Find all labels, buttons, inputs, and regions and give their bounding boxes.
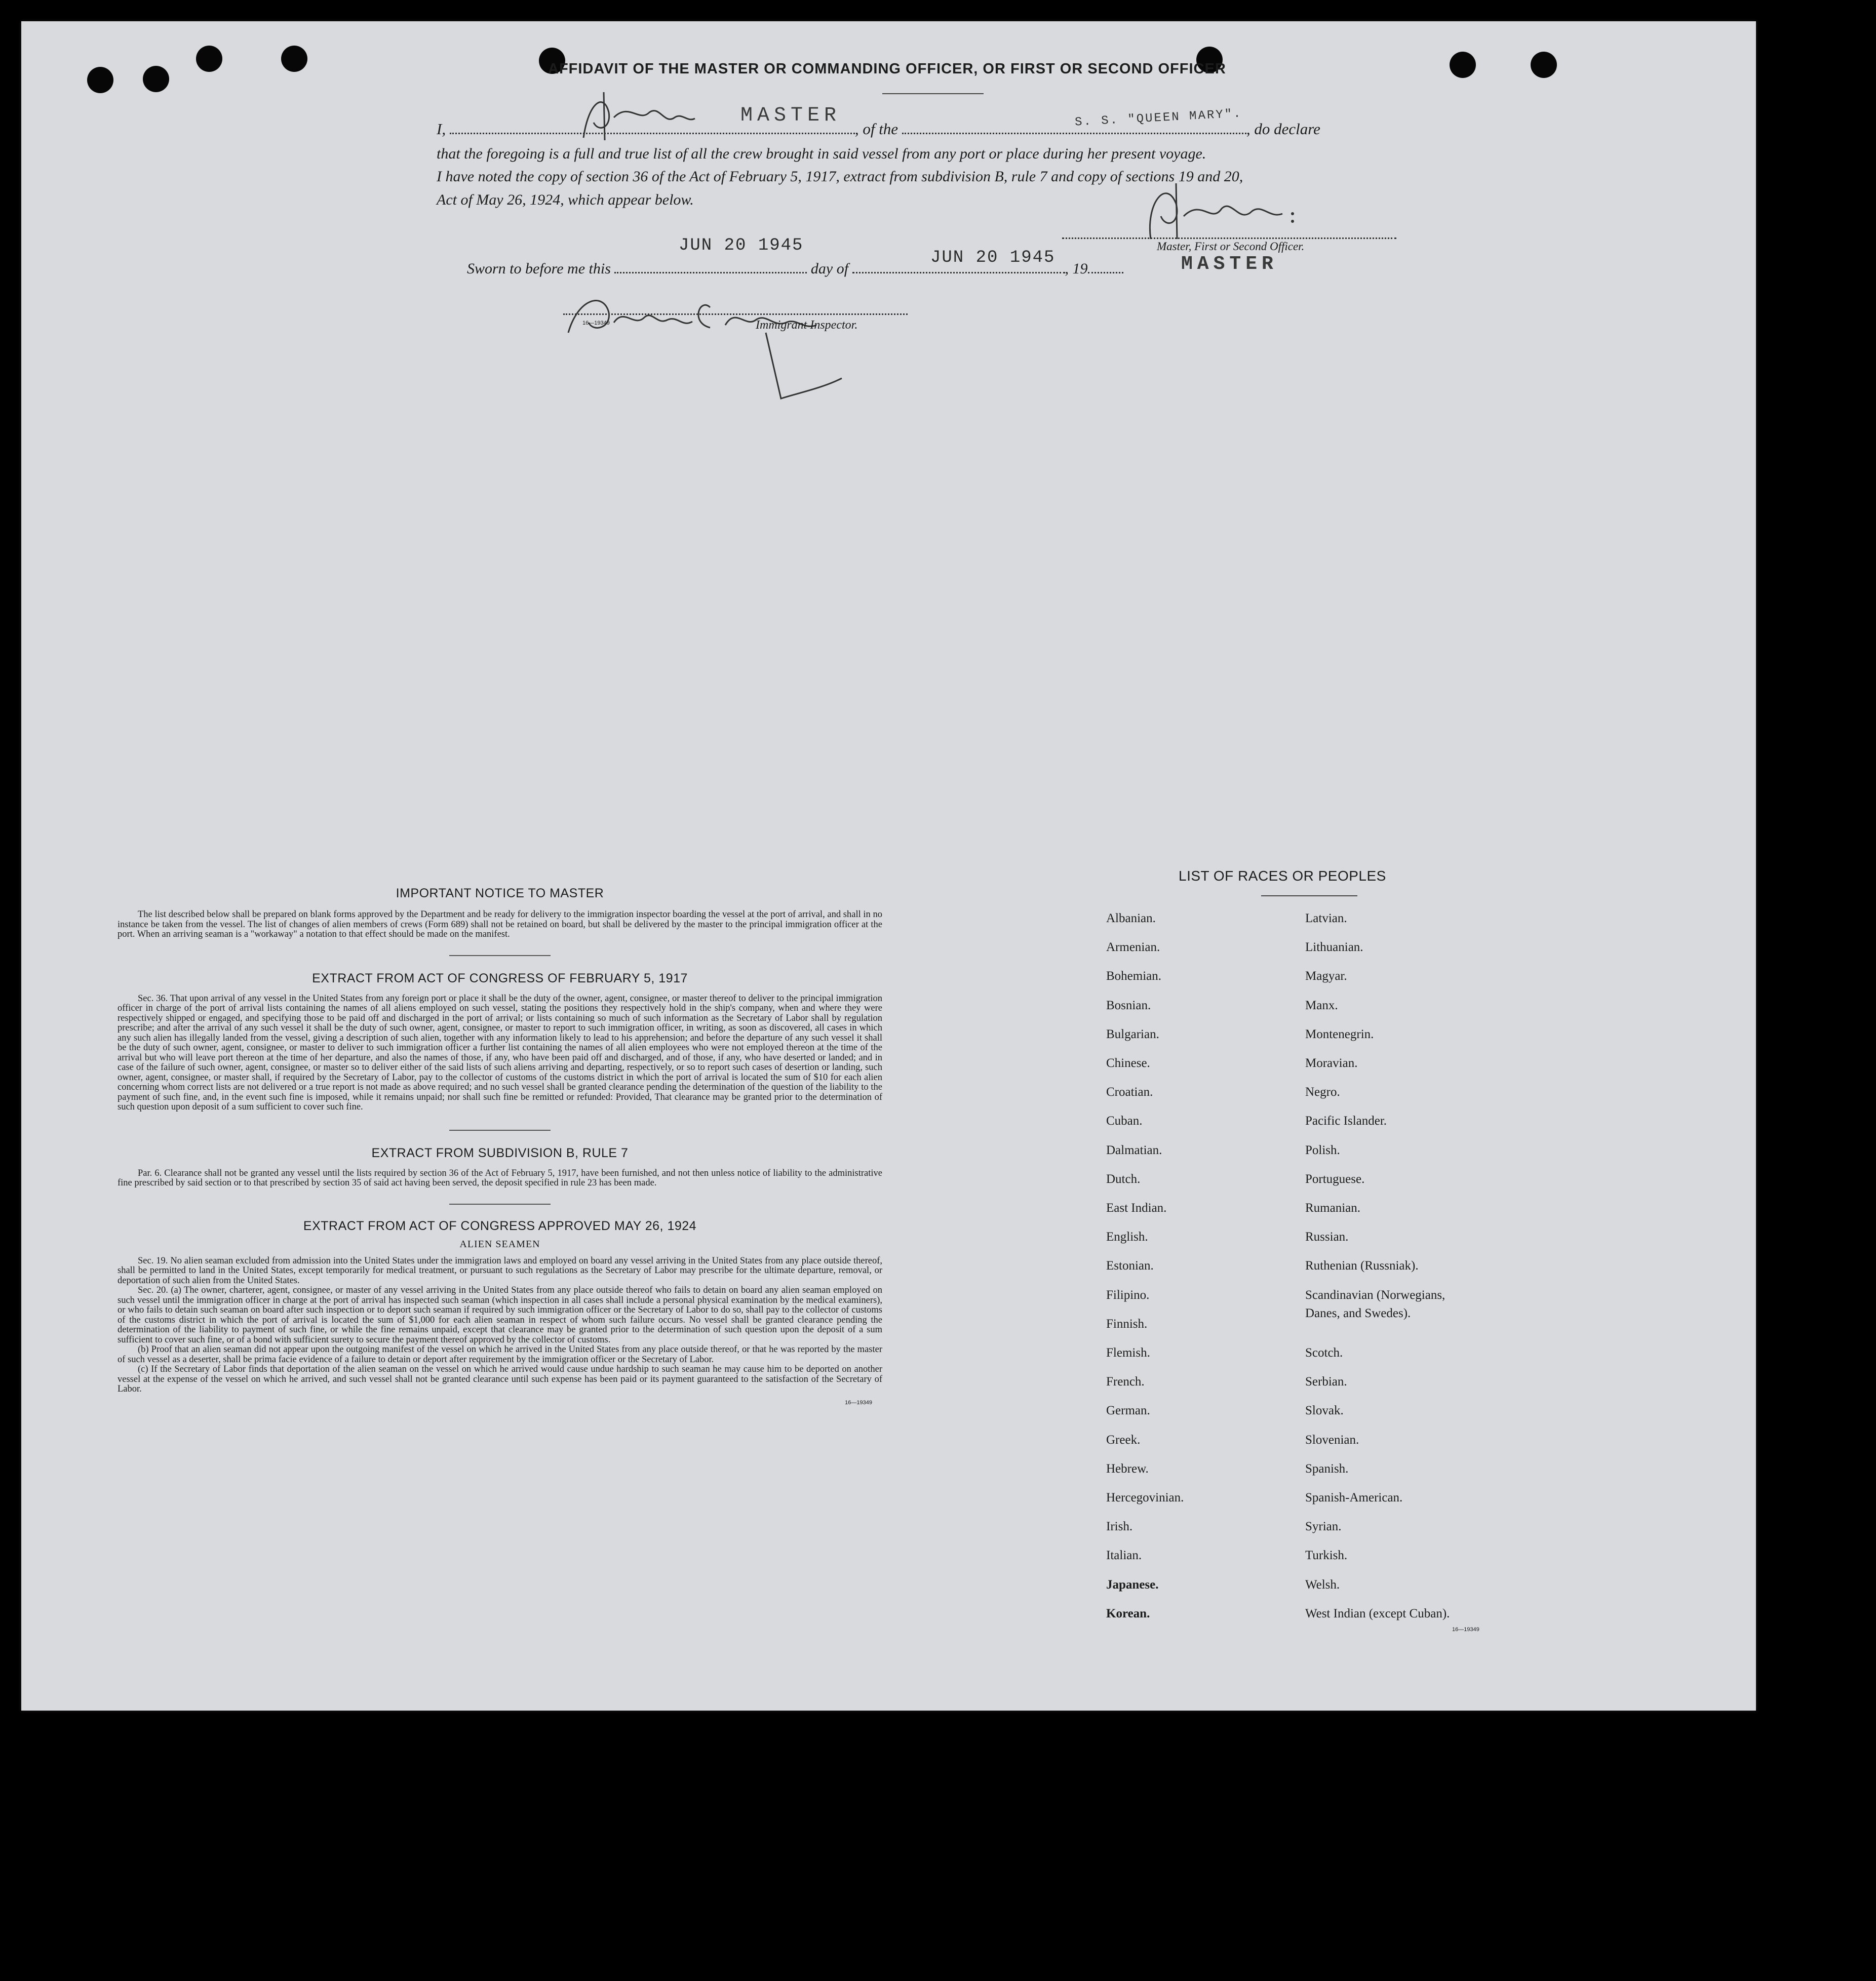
sec20c-text: (c) If the Secretary of Labor finds that deportation of the alien seaman on the vessel on which he arrived would cause undue hardship to such seaman he may cause him to be deported on another vessel at the expense of the vessel on which he arrived, and such vessel shall not be granted clearance until such expense has been paid or its payment guaranteed to the satisfaction of the Secretary of Labor. [118,1364,882,1394]
master-signature-right [1136,168,1303,244]
manifest-sheet [21,21,1756,1711]
divider [1261,895,1357,896]
of-the-label: , of the [854,120,898,138]
divider [449,1130,551,1131]
punch-hole [281,46,307,72]
extract-1917-block [118,994,882,1113]
form-number: 16—19349 [845,1399,872,1406]
race-item: Croatian. [1106,1085,1153,1099]
races-title: LIST OF RACES OR PEOPLES [1179,868,1386,884]
race-item: Estonian. [1106,1259,1154,1273]
race-item: Portuguese. [1305,1172,1365,1186]
race-item: Magyar. [1305,969,1347,983]
rule7-block [118,1169,882,1188]
day-of-label: day of [810,260,849,277]
sworn-label: Sworn to before me this [467,260,611,277]
race-item: Finnish. [1106,1317,1148,1331]
race-item: Rumanian. [1305,1201,1361,1215]
punch-hole [87,67,113,93]
race-item: Irish. [1106,1520,1133,1534]
do-declare-label: , do declare [1246,120,1320,138]
race-item: Flemish. [1106,1346,1150,1360]
race-item: Spanish. [1305,1461,1349,1476]
typed-vessel-name: S. S. "QUEEN MARY". [1074,107,1243,130]
sworn-year-blank [1088,272,1123,273]
race-item: Moravian. [1305,1056,1358,1070]
sworn-month-blank [852,272,1065,273]
race-item: Spanish-American. [1305,1491,1403,1504]
rule7-text: Par. 6. Clearance shall not be granted any vessel until the lists required by section 36 of the Act of February 5, 1917, have been furnished, and not then unless notice of liability to the administrative fine prescribed by said section or to that prescribed by section 35 of said act having been served, the deposit specified in rule 23 has been made. [118,1168,882,1188]
race-item: Scotch. [1305,1346,1343,1360]
race-item: Polish. [1305,1143,1340,1157]
race-item: Dutch. [1106,1172,1141,1186]
extract-1924-title: EXTRACT FROM ACT OF CONGRESS APPROVED MAY 26, 1924 [303,1218,697,1233]
race-item: West Indian (except Cuban). [1305,1606,1450,1620]
officer-signature-line [1062,236,1396,239]
notice-text: The list described below shall be prepared on blank forms approved by the Department and be ready for delivery to the immigration inspector boarding the vessel at the port of arrival, and shall in no instance be taken from the vessel. The list of changes of alien members of crews (Form 689) shall not be retained on board, but shall be delivered by the master to the principal immigration officer at the port. When an arriving seaman is a "workaway" a notation to that effect should be made on the manifest. [118,909,882,939]
race-item: Japanese. [1106,1577,1159,1592]
affidavit-i-label: I, [437,120,446,138]
race-item: Hercegovinian. [1106,1491,1184,1504]
race-item: Scandinavian (Norwegians, [1305,1288,1445,1302]
race-item: Dalmatian. [1106,1143,1162,1157]
date-stamp-2: JUN 20 1945 [930,248,1056,267]
extract-1917-title: EXTRACT FROM ACT OF CONGRESS OF FEBRUARY 5, 1917 [312,971,688,985]
punch-hole [143,66,169,92]
race-item: Welsh. [1305,1577,1340,1592]
affidavit-line-2: that the foregoing is a full and true list of all the crew brought in said vessel from any port or place during her present voyage. [437,145,1206,162]
race-item: Armenian. [1106,940,1160,955]
date-stamp-1: JUN 20 1945 [679,236,804,255]
race-item: Italian. [1106,1549,1142,1563]
race-item: Hebrew. [1106,1461,1149,1476]
race-item: Pacific Islander. [1305,1114,1387,1128]
race-item: French. [1106,1375,1145,1389]
form-number: 16—19349 [582,320,610,326]
race-item: Filipino. [1106,1288,1150,1302]
race-item: Ruthenian (Russniak). [1305,1259,1419,1273]
inspector-caption: Immigrant Inspector. [756,319,858,332]
inspector-signature-line [563,312,908,315]
race-item: Montenegrin. [1305,1027,1374,1041]
extract-1917-text: Sec. 36. That upon arrival of any vessel in the United States from any foreign port or place it shall be the duty of the owner, agent, consignee, or master thereof to deliver to the principal immigration officer in charge of the port of arrival lists containing the names of all aliens employed on such vessel, stating the positions they respectively hold in the ship's company, when and where they were respectively shipped or engaged, and specifying those to be paid off and discharged in the port of arrival; or lists containing so much of such information as the Secretary of Labor shall by regulation prescribe; and after the arrival of any such vessel it shall be the duty of such owner, agent, consignee, or master to report to such immigration officer, in writing, as soon as discovered, all cases in which any such alien has illegally landed from the vessel, giving a description of such alien, together with any information likely to lead to his apprehension; and before the departure of any such vessel it shall be the duty of such owner, agent, consignee, or master to deliver to such immigration officer a further list containing the names of all alien employees who were not employed thereon at the time of the arrival but who will leave port thereon at the time of her departure, and also the names of those, if any, who have been paid off and discharged, and of those, if any, who have deserted or landed; and in case of the failure of such owner, agent, consignee, or master so to deliver either of the said lists of such aliens arriving and departing, respectively, or so to report such cases of desertion or landing, such owner, agent, consignee, or master shall, if required by the Secretary of Labor, pay to the collector of customs of the customs district in which the port of arrival is located the sum of $10 for each alien concerning whom correct lists are not delivered or a true report is not made as above required; and no such vessel shall be granted clearance pending the determination of the question of the liability to the payment of such fine, and, in the event such fine is imposed, while it remains unpaid; nor shall such fine be remitted or refunded: Provided, That clearance may be granted prior to the determination of such question upon deposit of a sum sufficient to cover such fine. [118,993,882,1112]
officer-caption: Master, First or Second Officer. [1157,240,1305,253]
race-item: Lithuanian. [1305,940,1363,955]
scandinavian-continuation: Danes, and Swedes). [1305,1306,1411,1320]
race-item: Bosnian. [1106,998,1151,1012]
notice-text-block [118,910,882,940]
divider [882,93,984,94]
affidavit-title: AFFIDAVIT OF THE MASTER OR COMMANDING OFFICER, OR FIRST OR SECOND OFFICER [548,61,1226,77]
inspector-signature [558,277,872,414]
race-item: German. [1106,1404,1150,1418]
punch-hole [1450,52,1476,78]
divider [449,955,551,956]
officer-typed-title: MASTER [1181,253,1278,275]
race-item: Syrian. [1305,1520,1342,1534]
rule7-title: EXTRACT FROM SUBDIVISION B, RULE 7 [371,1145,629,1160]
notice-title: IMPORTANT NOTICE TO MASTER [396,886,604,900]
race-item: English. [1106,1230,1148,1244]
race-item: Turkish. [1305,1549,1348,1563]
punch-hole [1531,52,1557,78]
extract-1924-block [118,1256,882,1395]
race-item: Latvian. [1305,912,1347,925]
form-number: 16—19349 [1452,1627,1479,1633]
race-item: Korean. [1106,1606,1150,1620]
race-item: East Indian. [1106,1201,1167,1215]
race-item: Greek. [1106,1433,1141,1447]
race-item: Slovak. [1305,1404,1344,1418]
race-item: Chinese. [1106,1056,1150,1070]
vessel-blank [902,133,1246,134]
sworn-day-blank [614,272,807,273]
sec20a-text: Sec. 20. (a) The owner, charterer, agent, consignee, or master of any vessel arriving in the United States from any place outside thereof who fails to detain on board any alien seaman employed on such vessel until the immigration officer in charge at the port of arrival has inspected such seaman (which inspection in all cases shall include a personal physical examination by the medical examiners), or who fails to detain such seaman on board after such inspection or to deport such seaman if required by such immigration officer or the Secretary of Labor to do so, shall pay to the collector of customs of the customs district in which the port of arrival is located the sum of $1,000 for each alien seaman in respect of whom such failure occurs. No vessel shall be granted clearance pending the determination of the liability to payment of such fine, or while the fine remains unpaid, except that clearance may be granted prior to the determination of such question upon the deposit of a sum sufficient to cover such fine, or of a bond with sufficient surety to secure the payment thereof approved by the collector of customs. [118,1285,882,1345]
left-column [118,886,882,1406]
divider [449,1204,551,1205]
year-label: , 19 [1065,260,1088,277]
punch-hole [196,46,222,72]
race-item: Manx. [1305,998,1338,1012]
extract-1924-subtitle: ALIEN SEAMEN [459,1238,540,1250]
affidavit-line-4: Act of May 26, 1924, which appear below. [437,191,694,208]
race-item: Bohemian. [1106,969,1162,983]
affidavit-line-3: I have noted the copy of section 36 of the Act of February 5, 1917, extract from subdivision B, rule 7 and copy of sections 19 and 20, [437,168,1243,185]
typed-master-name: MASTER [740,104,841,127]
race-item: Cuban. [1106,1114,1143,1128]
race-item: Russian. [1305,1230,1349,1244]
sec19-text: Sec. 19. No alien seaman excluded from admission into the United States under the immigration laws and employed on board any vessel arriving in the United States from any place outside thereof, shall be permitted to land in the United States, except temporarily for medical treatment, or pursuant to such regulations as the Secretary of Labor may prescribe for the ultimate departure, removal, or deportation of such alien from the United States. [118,1255,882,1286]
race-item: Serbian. [1305,1375,1347,1389]
master-signature-top [573,82,705,148]
race-item: Albanian. [1106,912,1156,925]
sec20b-text: (b) Proof that an alien seaman did not appear upon the outgoing manifest of the vessel on which he arrived in the United States from any place outside thereof, or that he was reported by the master of such vessel as a deserter, shall be prima facie evidence of a failure to detain or deport after requirement by the immigration officer or the Secretary of Labor. [118,1344,882,1365]
sworn-line [467,260,1123,278]
race-item: Bulgarian. [1106,1027,1159,1041]
race-item: Slovenian. [1305,1433,1359,1447]
race-item: Negro. [1305,1085,1340,1099]
